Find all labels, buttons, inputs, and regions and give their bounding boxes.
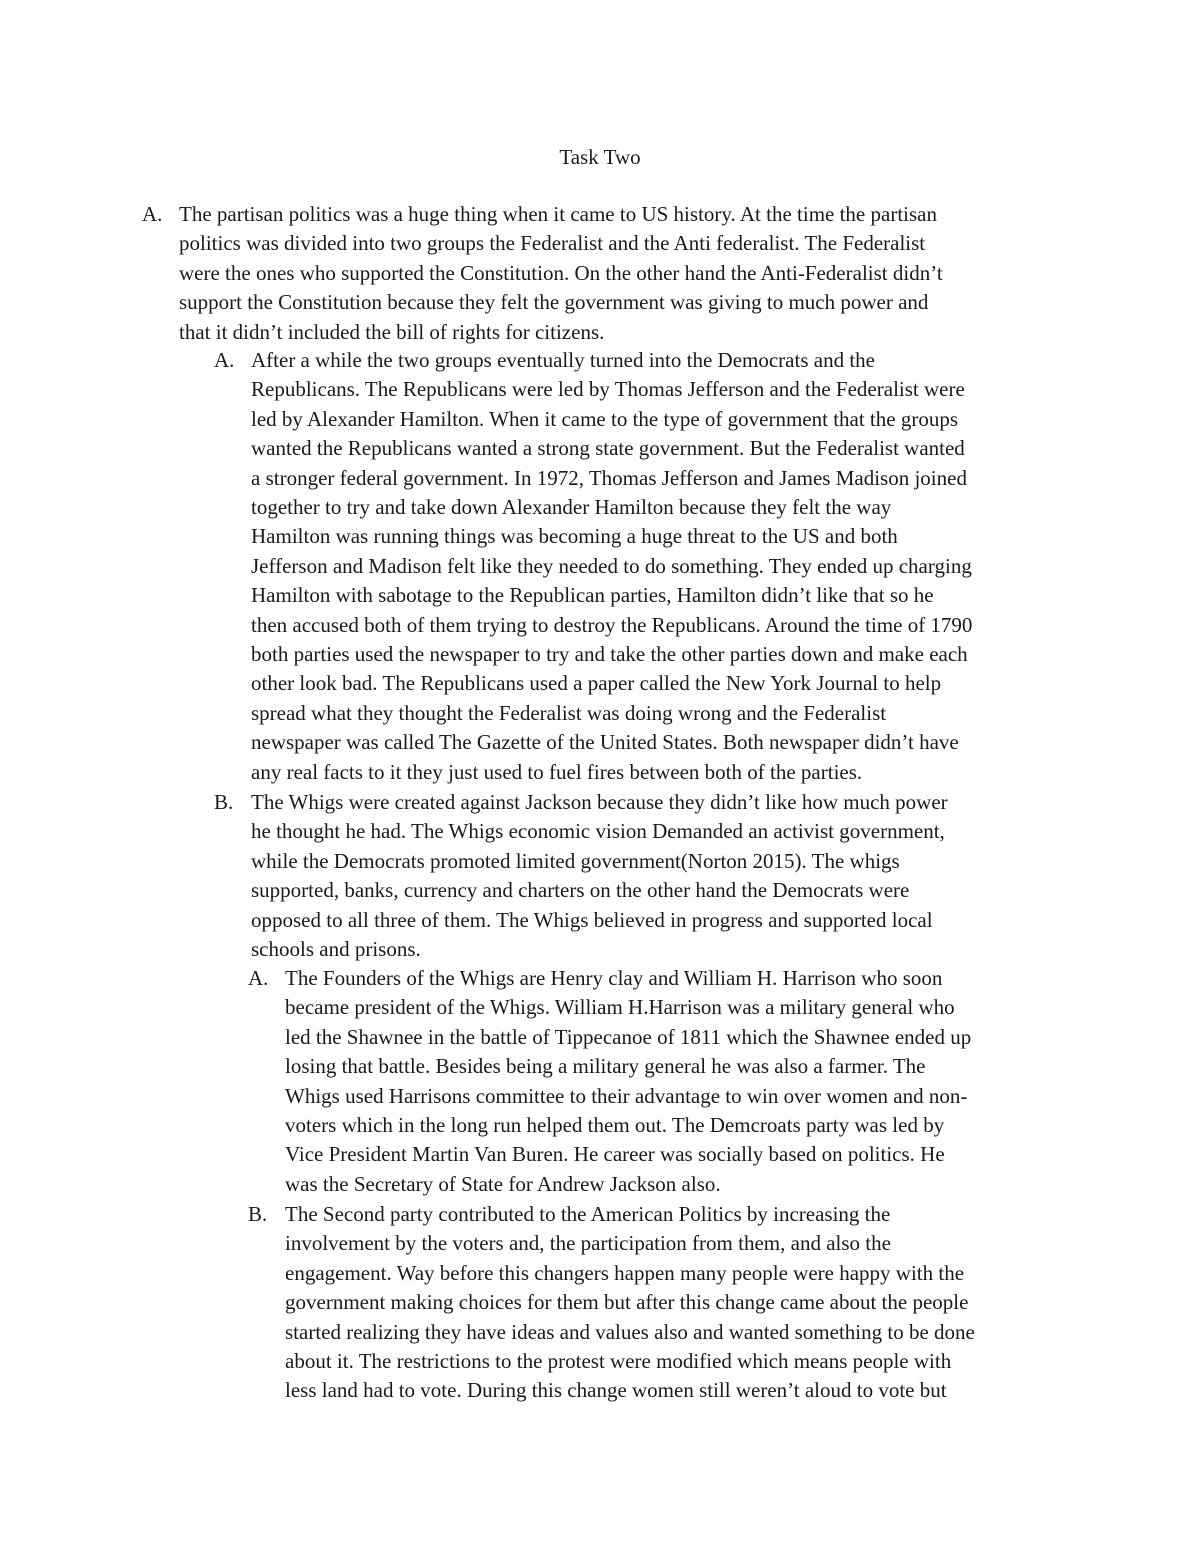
- paragraph-text: The partisan politics was a huge thing when it came to US history. At the time the partisan politics was divided into two groups the Federalist and the Anti federalist. The Federalist were the ones who supported the Constitution. On the other hand the Anti-Federalist didn’t support the Constitution because they felt the government was giving to much power and that it didn’t included the bill of rights for citizens.: [179, 202, 943, 344]
- outline-item-level1-a: [142, 200, 1082, 347]
- outline-item-level2-a: [214, 346, 1084, 787]
- outline-item-level3-a: [248, 964, 1088, 1199]
- outline-item-level2-b: [214, 788, 1084, 964]
- paragraph-text: The Second party contributed to the American Politics by increasing the involvement by the voters and, the participation from them, and also the engagement. Way before this changers happen many people were happy with the government making choices for them but after this change came about the people started realizing they have ideas and values also and wanted something to be done about it. The restrictions to the protest were modified which means people with less land had to vote. During this change women still weren’t aloud to vote but: [285, 1202, 975, 1403]
- paragraph-text: The Founders of the Whigs are Henry clay and William H. Harrison who soon became president of the Whigs. William H.Harrison was a military general who led the Shawnee in the battle of Tippecanoe of 1811 which the Shawnee ended up losing that battle. Besides being a military general he was also a farmer. The Whigs used Harrisons committee to their advantage to win over women and non- voters which in the long run helped them out. The Demcroats party was led by Vice President Martin Van Buren. He career was socially based on politics. He was the Secretary of State for Andrew Jackson also.: [285, 966, 972, 1196]
- document-title: Task Two: [559, 145, 641, 169]
- list-marker: A.: [142, 202, 163, 226]
- paragraph-text: The Whigs were created against Jackson because they didn’t like how much power he thought he had. The Whigs economic vision Demanded an activist government, while the Democrats promoted limited government(Norton 2015). The whigs supported, banks, currency and charters on the other hand the Democrats were opposed to all three of them. The Whigs believed in progress and supported local schools and prisons.: [251, 790, 948, 962]
- list-marker: A.: [214, 348, 235, 372]
- list-marker: A.: [248, 966, 269, 990]
- outline-item-level3-b: [248, 1200, 1088, 1406]
- paragraph-text: After a while the two groups eventually turned into the Democrats and the Republicans. The Republicans were led by Thomas Jefferson and the Federalist were led by Alexander Hamilton. When it came to the type of government that the groups wanted the Republicans wanted a strong state government. But the Federalist wanted a stronger federal government. In 1972, Thomas Jefferson and James Madison joined together to try and take down Alexander Hamilton because they felt the way Hamilton was running things was becoming a huge threat to the US and both Jefferson and Madison felt like they needed to do something. They ended up charging Hamilton with sabotage to the Republican parties, Hamilton didn’t like that so he then accused both of them trying to destroy the Republicans. Around the time of 1790 both parties used the newspaper to try and take the other parties down and make each other look bad. The Republicans used a paper called the New York Journal to help spread what they thought the Federalist was doing wrong and the Federalist newspaper was called The Gazette of the United States. Both newspaper didn’t have any real facts to it they just used to fuel fires between both of the parties.: [251, 348, 973, 784]
- list-marker: B.: [248, 1202, 268, 1226]
- list-marker: B.: [214, 790, 234, 814]
